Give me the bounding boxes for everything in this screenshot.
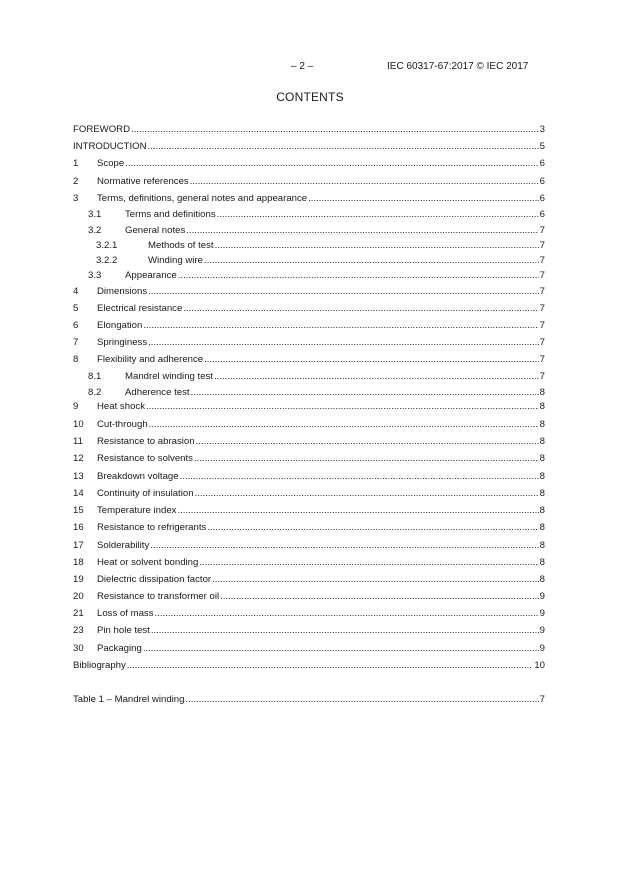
toc-entry-title: Terms and definitions <box>125 209 216 220</box>
toc-entry[interactable] <box>73 607 545 620</box>
toc-leader-dots <box>143 642 539 655</box>
toc-entry-title: INTRODUCTION <box>73 141 147 152</box>
toc-leader-dots <box>155 607 539 620</box>
toc-entry-title: Appearance <box>125 270 177 281</box>
toc-entry-title: Normative references <box>97 176 189 187</box>
toc-entry-number: 6 <box>73 320 79 331</box>
toc-leader-dots <box>148 336 539 349</box>
toc-leader-dots <box>204 353 539 366</box>
toc-entry[interactable] <box>73 487 545 500</box>
toc-entry-number: 17 <box>73 540 84 551</box>
toc-entry-page: 8 <box>539 401 545 412</box>
toc-entry-title: Pin hole test <box>97 625 150 636</box>
toc-entry-page: 5 <box>539 141 545 152</box>
toc-entry-title: Dimensions <box>97 286 148 297</box>
toc-entry-page: 8 <box>539 557 545 568</box>
toc-leader-dots <box>127 659 534 672</box>
toc-leader-dots <box>180 470 539 483</box>
toc-entry-title: Resistance to transformer oil <box>97 591 220 602</box>
toc-entry-number: 11 <box>73 436 83 447</box>
toc-entry-number: 14 <box>73 488 84 499</box>
toc-entry-title: Winding wire <box>148 255 203 266</box>
toc-entry-title: Breakdown voltage <box>97 471 179 482</box>
toc-entry-page: 7 <box>539 694 545 705</box>
toc-leader-dots <box>207 521 538 534</box>
toc-entry[interactable] <box>73 470 545 483</box>
toc-leader-dots <box>186 224 538 237</box>
toc-entry-title: Temperature index <box>97 505 177 516</box>
toc-leader-dots <box>195 487 539 500</box>
toc-entry-page: 6 <box>539 176 545 187</box>
toc-entry-number: 1 <box>73 158 79 169</box>
toc-entry-title: Methods of test <box>148 240 214 251</box>
toc-leader-dots <box>178 269 539 282</box>
toc-entry-number: 21 <box>73 608 84 619</box>
toc-entry-title: Resistance to refrigerants <box>97 522 207 533</box>
toc-entry-title: Heat or solvent bonding <box>97 557 199 568</box>
toc-entry[interactable] <box>73 208 545 221</box>
toc-entry-page: 8 <box>539 387 545 398</box>
toc-entry-page: 7 <box>539 270 545 281</box>
toc-entry[interactable] <box>73 269 545 282</box>
toc-entry-title: Flexibility and adherence <box>97 354 204 365</box>
toc-entry-page: 7 <box>539 354 545 365</box>
toc-entry-page: 7 <box>539 240 545 251</box>
toc-leader-dots <box>148 285 539 298</box>
toc-entry-page: 8 <box>539 505 545 516</box>
toc-leader-dots <box>308 192 539 205</box>
page-number-label: – 2 – <box>291 61 314 72</box>
toc-entry-page: 7 <box>539 255 545 266</box>
toc-leader-dots <box>151 624 539 637</box>
toc-leader-dots <box>212 573 539 586</box>
toc-entry[interactable] <box>73 175 545 188</box>
toc-entry-number: 8 <box>73 354 79 365</box>
toc-entry-title: Resistance to abrasion <box>97 436 195 447</box>
toc-entry-page: 8 <box>539 436 545 447</box>
toc-entry[interactable] <box>73 418 545 431</box>
toc-leader-dots <box>125 157 538 170</box>
toc-entry[interactable] <box>73 285 545 298</box>
toc-entry-number: 15 <box>73 505 84 516</box>
toc-entry-number: 10 <box>73 419 84 430</box>
toc-entry-title: Loss of mass <box>97 608 154 619</box>
toc-entry[interactable] <box>73 336 545 349</box>
toc-leader-dots <box>183 302 538 315</box>
toc-leader-dots <box>199 556 538 569</box>
toc-entry-number: 3.2 <box>88 225 102 236</box>
page-title: CONTENTS <box>276 90 344 104</box>
toc-entry-page: 8 <box>539 453 545 464</box>
toc-leader-dots <box>204 254 539 267</box>
toc-entry[interactable] <box>73 539 545 552</box>
toc-entry-title: Bibliography <box>73 660 126 671</box>
toc-entry[interactable] <box>73 624 545 637</box>
toc-entry-page: 7 <box>539 303 545 314</box>
toc-entry-page: 8 <box>539 471 545 482</box>
toc-entry[interactable] <box>73 353 545 366</box>
toc-leader-dots <box>220 590 539 603</box>
toc-entry-number: 13 <box>73 471 84 482</box>
toc-entry[interactable] <box>73 642 545 655</box>
toc-leader-dots <box>143 319 538 332</box>
toc-entry[interactable] <box>73 157 545 170</box>
toc-entry-page: 10 <box>534 660 545 671</box>
toc-entry[interactable] <box>73 400 545 413</box>
toc-entry[interactable] <box>73 370 545 383</box>
toc-entry-title: Terms, definitions, general notes and appearance <box>97 193 308 204</box>
toc-entry-title: Adherence test <box>125 387 190 398</box>
toc-entry-number: 9 <box>73 401 79 412</box>
toc-entry-page: 7 <box>539 320 545 331</box>
toc-entry[interactable] <box>73 224 545 237</box>
toc-entry[interactable] <box>73 192 545 205</box>
toc-leader-dots <box>150 539 538 552</box>
toc-leader-dots <box>191 386 539 399</box>
toc-entry[interactable] <box>73 504 545 517</box>
toc-entry-title: Elongation <box>97 320 143 331</box>
toc-entry-page: 3 <box>539 124 545 135</box>
toc-entry-page: 7 <box>539 337 545 348</box>
toc-entry-page: 9 <box>539 625 545 636</box>
toc-entry-number: 23 <box>73 625 84 636</box>
toc-entry-page: 8 <box>539 540 545 551</box>
toc-entry[interactable] <box>73 556 545 569</box>
toc-entry[interactable] <box>73 435 545 448</box>
toc-entry-number: 3.1 <box>88 209 102 220</box>
toc-entry-number: 18 <box>73 557 84 568</box>
toc-entry-page: 9 <box>539 608 545 619</box>
toc-entry-title: Continuity of insulation <box>97 488 194 499</box>
toc-entry-number: 8.1 <box>88 371 102 382</box>
toc-entry-page: 6 <box>539 158 545 169</box>
toc-leader-dots <box>194 452 539 465</box>
toc-entry-title: Heat shock <box>97 401 145 412</box>
toc-entry-title: Table 1 – Mandrel winding <box>73 694 185 705</box>
toc-entry[interactable] <box>73 452 545 465</box>
toc-entry-number: 12 <box>73 453 84 464</box>
toc-entry[interactable] <box>73 140 545 153</box>
toc-entry[interactable] <box>73 386 545 399</box>
toc-entry-page: 9 <box>539 591 545 602</box>
toc-leader-dots <box>177 504 538 517</box>
toc-entry-title: Mandrel winding test <box>125 371 213 382</box>
toc-entry-number: 20 <box>73 591 84 602</box>
toc-entry-page: 8 <box>539 488 545 499</box>
toc-entry[interactable] <box>73 302 545 315</box>
toc-entry-number: 2 <box>73 176 79 187</box>
toc-entry[interactable] <box>73 573 545 586</box>
toc-entry-title: Solderability <box>97 540 150 551</box>
toc-entry-number: 3.3 <box>88 270 102 281</box>
toc-leader-dots <box>217 208 539 221</box>
toc-entry-page: 7 <box>539 371 545 382</box>
toc-entry-number: 19 <box>73 574 84 585</box>
toc-entry-title: Resistance to solvents <box>97 453 193 464</box>
toc-entry-number: 8.2 <box>88 387 102 398</box>
toc-entry-page: 8 <box>539 419 545 430</box>
toc-entry-number: 3.2.1 <box>96 240 118 251</box>
document-id: IEC 60317-67:2017 © IEC 2017 <box>387 61 529 72</box>
toc-entry[interactable] <box>73 254 545 267</box>
toc-entry-page: 6 <box>539 193 545 204</box>
toc-leader-dots <box>190 175 539 188</box>
toc-entry[interactable] <box>73 590 545 603</box>
toc-entry-title: General notes <box>125 225 186 236</box>
toc-entry-page: 8 <box>539 574 545 585</box>
toc-entry-title: Dielectric dissipation factor <box>97 574 212 585</box>
toc-leader-dots <box>185 693 538 706</box>
toc-entry-title: Cut-through <box>97 419 148 430</box>
toc-entry[interactable] <box>73 319 545 332</box>
toc-entry-title: Springiness <box>97 337 148 348</box>
toc-entry-number: 16 <box>73 522 84 533</box>
toc-entry[interactable] <box>73 659 545 672</box>
toc-entry-title: Scope <box>97 158 125 169</box>
toc-leader-dots <box>146 400 539 413</box>
toc-entry[interactable] <box>73 693 545 706</box>
toc-entry[interactable] <box>73 521 545 534</box>
toc-entry-page: 6 <box>539 209 545 220</box>
toc-entry-number: 30 <box>73 643 84 654</box>
toc-entry[interactable] <box>73 239 545 252</box>
toc-leader-dots <box>149 418 539 431</box>
toc-entry-title: Electrical resistance <box>97 303 183 314</box>
toc-entry-number: 5 <box>73 303 79 314</box>
toc-leader-dots <box>214 370 539 383</box>
toc-entry-title: FOREWORD <box>73 124 131 135</box>
toc-entry-page: 8 <box>539 522 545 533</box>
toc-leader-dots <box>131 123 539 136</box>
toc-entry-title: Packaging <box>97 643 142 654</box>
toc-entry-page: 7 <box>539 286 545 297</box>
toc-leader-dots <box>196 435 539 448</box>
toc-entry-number: 4 <box>73 286 79 297</box>
toc-entry-number: 7 <box>73 337 79 348</box>
toc-entry-page: 7 <box>539 225 545 236</box>
toc-leader-dots <box>215 239 539 252</box>
toc-entry-page: 9 <box>539 643 545 654</box>
toc-leader-dots <box>148 140 539 153</box>
toc-entry-number: 3.2.2 <box>96 255 118 266</box>
toc-entry[interactable] <box>73 123 545 136</box>
toc-entry-number: 3 <box>73 193 79 204</box>
